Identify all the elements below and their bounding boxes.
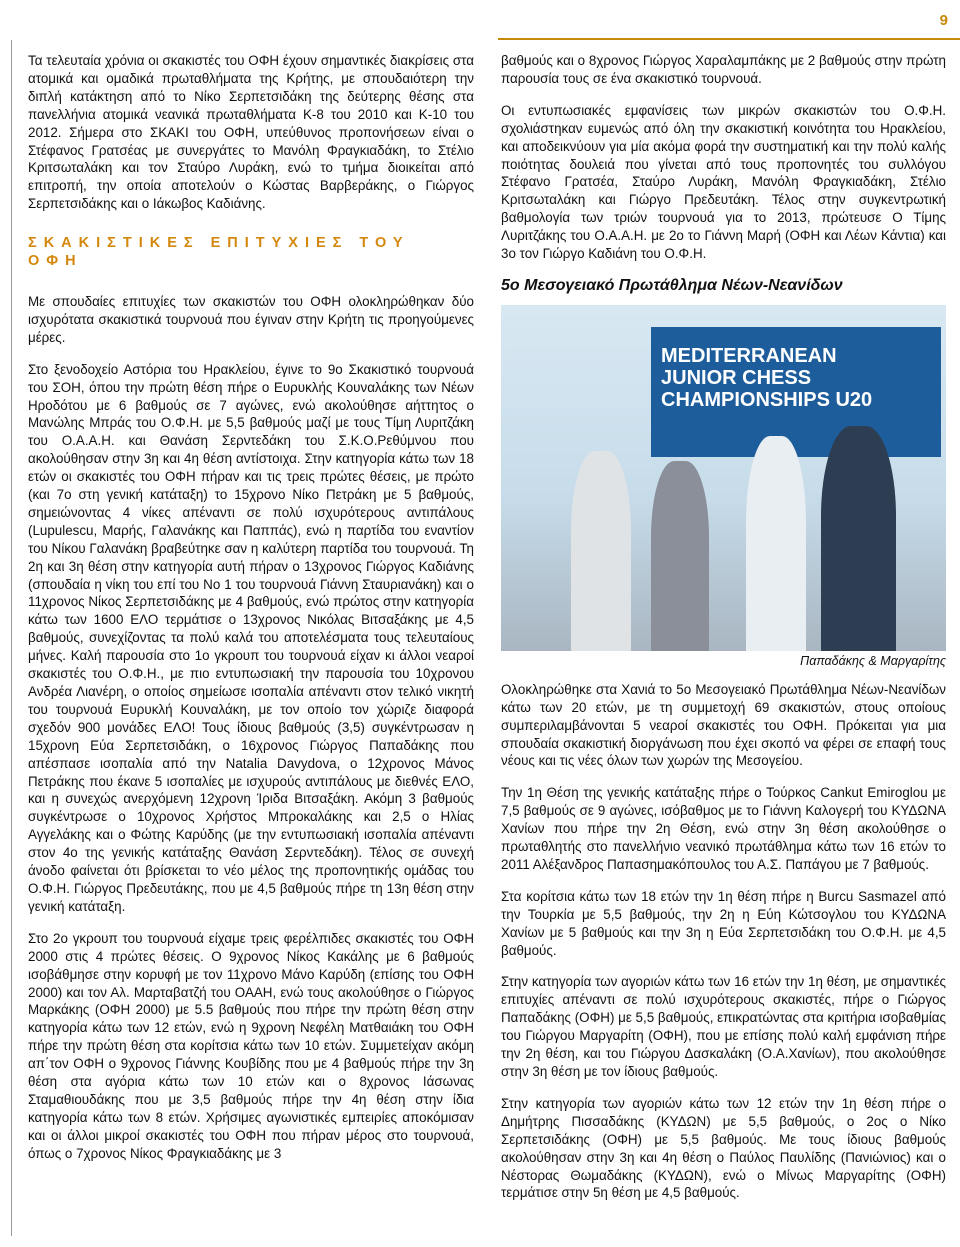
page-number: 9 (939, 12, 948, 29)
photo-person-3 (746, 436, 806, 651)
boys-u12: Στην κατηγορία των αγοριών κάτω των 12 ετών την 1η θέση πήρε ο Δημήτρης Πισσαδάκης (ΚΥΔΩΝ) με 5,5 βαθμούς, ο 2ος ο Νίκο Σερπετσιδάκης (ΟΦΗ) με 5,5 βαθμούς. Με τους ίδιους βαθμούς ακολούθησαν στην 3η και 4η θέση ο Παύλος Παυλίδης (Πανιώνιος) και ο Νέστορας Θωμαδάκης (ΚΥΔΩΝ), ενώ ο Μίνως Μαργαρίτης (ΟΦΗ) τερμάτισε στην 5η θέση με 4,5 βαθμούς. (501, 1095, 946, 1201)
coaches-paragraph: Οι εντυπωσιακές εμφανίσεις των μικρών σκακιστών του Ο.Φ.Η. σχολιάστηκαν ευμενώς από όλη την σκακιστική κοινότητα του Ηρακλείου, και αποδεικνύουν για μία ακόμα φορά την συστηματική και την πολύ καλής ποιότητας δουλειά που γίνεται από τους προπονητές του συλλόγου Στέφανο Γρατσέα, Σταύρο Λυράκη, Μανόλη Φραγκιαδάκη, Στέλιο Κριτσωταλάκη και Γιώργο Πρεδευτάκη. Τέλος στην συγκεντρωτική βαθμολογία των τριών τουρνουά για το 2013, πρώτευσε Ο Τίμης Λυριτζάκης του Ο.Α.Α.Η. με 2ο το Γιάννη Μαρή (ΟΦΗ και Λέων Κάντια) και 3ο τον Γιώργο Καδιάνη του Ο.Φ.Η. (501, 102, 946, 262)
left-column (28, 52, 474, 1177)
photo-person-1 (571, 451, 631, 651)
banner-line-1: MEDITERRANEAN (661, 344, 837, 367)
section-heading: ΣΚΑΚΙΣΤΙΚΕΣ ΕΠΙΤΥΧΙΕΣ ΤΟΥ ΟΦΗ (28, 235, 410, 270)
right-column (501, 52, 946, 1216)
successes-intro: Με σπουδαίες επιτυχίες των σκακιστών του ΟΦΗ ολοκληρώθηκαν δύο ισχυρότατα σκακιστικά τουρνουά που έγιναν στην Κρήτη τις προηγούμενες μέρες. (28, 293, 474, 345)
margin-line (11, 40, 12, 1236)
photo-banner (651, 327, 941, 457)
photo-person-2 (651, 461, 709, 651)
girls-u18: Στα κορίτσια κάτω των 18 ετών την 1η θέση πήρε η Burcu Sasmazel από την Τουρκία με 5,5 βαθμούς, την 2η η Εύη Κώτσογλου του ΚΥΔΩΝΑ Χανίων με 5 βαθμούς και την 3η η Εύα Σερπετσιδάκη του Ο.Φ.Η. με 4,5 βαθμούς. (501, 888, 946, 958)
championship-intro: Ολοκληρώθηκε στα Χανιά το 5ο Μεσογειακό Πρωτάθλημα Νέων-Νεανίδων κάτω των 20 ετών, με τη συμμετοχή 69 σκακιστών, στους οποίους συμπεριλαμβάνονται 5 νεαροί σκακιστές του ΟΦΗ. Πρόκειται για μια σπουδαία σκακιστική διοργάνωση που έχει σκοπό να φέρει σε επαφή τους νέους και τις νέες όλων των χωρών της Μεσογείου. (501, 681, 946, 769)
header-rule (498, 38, 960, 40)
soh-tournament-paragraph: Στο ξενοδοχείο Αστόρια του Ηρακλείου, έγινε το 9ο Σκακιστικό τουρνουά του ΣΟΗ, όπου την πρώτη θέση πήρε ο Ευρυκλής Κουναλάκης των Νέων Ηροδότου με 6 βαθμούς σε 7 αγώνες, ενώ ακολούθησε αήττητος ο Μανώλης Μπράς του Ο.Φ.Η. με 5,5 βαθμούς μαζί με τους Τίμη Λυριτζάκη του Ο.Α.Α.Η. και Θανάση Σερντεδάκη του Σ.Κ.Ο.Ρεθύμνου που ακολούθησαν στην 3η και 4η θέση αντίστοιχα. Στην κατηγορία κάτω των 18 ετών οι σκακιστές του ΟΦΗ πήραν και τις τρεις πρώτες θέσεις, με πρώτο (και 7ο στη γενική κατάταξη) το 15χρονο Νίκο Πετράκη με 5 βαθμούς, σημειώνοντας 4 νίκες απέναντι σε πολύ ισχυρότερους αντιπάλους (Lupulescu, Μαρής, Γαλανάκης και Παππάς), ενώ η παρτίδα του εναντίον του Νίκου Γαλανάκη βραβεύτηκε σαν η καλύτερη παρτίδα του τουρνουά. Τη 2η και 3η θέση στην κατηγορία αυτή πήραν ο 13χρονος Γιώργος Καδιάνης (σπουδαία η νίκη του επί του Νο 1 του τουρνουά Γιάννη Σταυριανάκη) και ο 11χρονος Νίκος Σερπετσιδάκης με 4 βαθμούς, ενώ πρώτος στην κατηγορία κάτω των 1600 ΕΛΟ τερμάτισε ο 13χρονος Νικόλας Βιτσαξάκης με 4,5 βαθμούς, συνεχίζοντας τα πολύ καλά του αποτελέσματα τους τελευταίους μήνες. Καλή παρουσία στο 1ο γκρουπ του τουρνουά είχαν κι άλλοι νεαροί σκακιστές του Ο.Φ.Η., με πιο εντυπωσιακή την παρουσία του 10χρονου Ανδρέα Λιανέρη, ο οποίος σημείωσε ισοπαλία απέναντι στον τελικό νικητή του τουρνουά Ευρυκλή Κουναλάκη, με τον οποίο τον χώριζε διαφορά σχεδόν 900 μονάδες ΕΛΟ! Τους ίδιους βαθμούς (3,5) συγκέντρωσαν η 15χρονη Εύα Σερπετσιδάκη, ο 16χρονος Γιώργος Παπαδάκης που απέσπασε ισοπαλία από την Natalia Davydova, ο 12χρονος Μάνος Πετράκης που έκανε 5 ισοπαλίες με ισχυρούς αντιπάλους με διεθνές ΕΛΟ, και η συνεχώς ανερχόμενη 12χρονη Ίριδα Βιτσαξάκη. Ακόμη 3 βαθμούς συγκέντρωσε ο 10χρονος Χρήστος Μπροκαλάκης και 2,5 ο Ηλίας Αγγελάκης και ο Φώτης Καρύδης (με την εντυπωσιακή ισοπαλία απέναντι στον 4ο της γενικής κατάταξης Θανάση Σερντεδάκη). Τέλος σε συνεχή άνοδο φαίνεται ότι βρίσκεται το νέο μέλος της προπονητικής ομάδας του Ο.Φ.Η. Γιώργος Πρεδευτάκης, που με 4,5 βαθμούς πήρε τη 13η θέση στην γενική κατάταξη. (28, 361, 474, 914)
intro-paragraph: Τα τελευταία χρόνια οι σκακιστές του ΟΦΗ έχουν σημαντικές διακρίσεις στα ατομικά και ομαδικά πρωταθλήματα της Κρήτης, με σπουδαιότερη την διπλή κατάκτηση από το Νίκο Σερπετσιδάκη της δεύτερης θέσης στα πανελλήνια ατομικά νεανικά πρωταθλήματα Κ-8 του 2010 και Κ-10 του 2012. Σήμερα στο ΣΚΑΚΙ του ΟΦΗ, υπεύθυνος προπονήσεων είναι ο Στέφανος Γρατσέας με συνεργάτες το Μανόλη Φραγκιαδάκη, το Στέλιο Κριτσωταλάκη και τον Σταύρο Λυράκη, ενώ το τμήμα διοικείται από επιτροπή, την οποία αποτελούν ο Κώστας Βαρβεράκης, ο Γιώργος Σερπετσιδάκης και ο Ιάκωβος Καδιάνης. (28, 53, 474, 212)
boys-u16: Στην κατηγορία των αγοριών κάτω των 16 ετών την 1η θέση, με σημαντικές επιτυχίες απέναντι σε πολύ ισχυρότερους σκακιστές, πήρε ο Γιώργος Παπαδάκης (ΟΦΗ) με 5,5 βαθμούς, επικρατώντας στα κριτήρια ισοβαθμίας του Γιώργου Μαργαρίτη (ΟΦΗ), που με επίσης πολύ καλή εμφάνιση πήρε την 2η θέση, και του Γιώργου Δασκαλάκη (Ο.Α.Χανίων), που ακολούθησε στην 3η θέση με τον ίδιους βαθμούς. (501, 974, 947, 1079)
group-two-paragraph: Στο 2ο γκρουπ του τουρνουά είχαμε τρεις φερέλπιδες σκακιστές του ΟΦΗ 2000 στις 4 πρώτες θέσεις. Ο 9χρονος Νίκος Κακάλης με 6 βαθμούς ισοβάθμησε στην κορυφή με τον 11χρονο Μάνο Καρύδη (επίσης του ΟΦΗ 2000) και τον Αλ. Μαρταβατζή του ΟΑΑΗ, ενώ τους ακολούθησε ο Γιώργος Μαρκάκης (ΟΦΗ 2000) με 5.5 βαθμούς που πήρε την πρώτη θέση στην κατηγορία κάτω των 12 ετών, ενώ η 9χρονη Νεφέλη Ματθαιάκη του ΟΦΗ πήρε την πρώτη θέση στα κορίτσια κάτω των 10 ετών. Συμμετείχαν ακόμη απ΄τον ΟΦΗ ο 9χρονος Γιάννης Κουβίδης που με 4 βαθμούς πήρε την 3η θέση στα αγόρια κάτω των 10 ετών και ο 8χρονος Ιάσωνας Σταμαθιουδάκης που με 3,5 βαθμούς πήρε την 4η θέση στην ίδια κατηγορία κάτω των 8 ετών. Χρήσιμες αγωνιστικές εμπειρίες αποκόμισαν και οι άλλοι μικροί σκακιστές του ΟΦΗ που πήραν μέρος στο τουρνουά, όπως ο 7χρονος Νίκος Φραγκιαδάκης με 3 (28, 930, 474, 1161)
championship-photo (501, 305, 946, 651)
photo-caption: Παπαδάκης & Μαργαρίτης (800, 653, 946, 668)
banner-line-2: JUNIOR CHESS (661, 366, 812, 389)
mediterranean-heading: 5ο Μεσογειακό Πρωτάθλημα Νέων-Νεανίδων (501, 276, 843, 294)
overall-ranking: Την 1η Θέση της γενικής κατάταξης πήρε ο Τούρκος Cankut Emiroglou με 7,5 βαθμούς σε 9 αγώνες, ισόβαθμος με το Γιάννη Καλογερή του ΚΥΔΩΝΑ Χανίων που πήρε την 2η Θέση, ενώ στην 3η θέση ακολούθησε ο πρωταθλητής στο πανελλήνιο νεανικό πρωτάθλημα κάτω των 16 ετών το 2011 Αλέξανδρος Παπασημακόπουλος του Α.Σ. Παπάγου με 7 βαθμούς. (501, 785, 946, 872)
continued-paragraph: βαθμούς και ο 8χρονος Γιώργος Χαραλαμπάκης με 2 βαθμούς στην πρώτη παρουσία τους σε ένα σκακιστικό τουρνουά. (501, 53, 946, 86)
photo-person-4 (821, 426, 896, 651)
banner-line-3: CHAMPIONSHIPS U20 (661, 388, 873, 411)
